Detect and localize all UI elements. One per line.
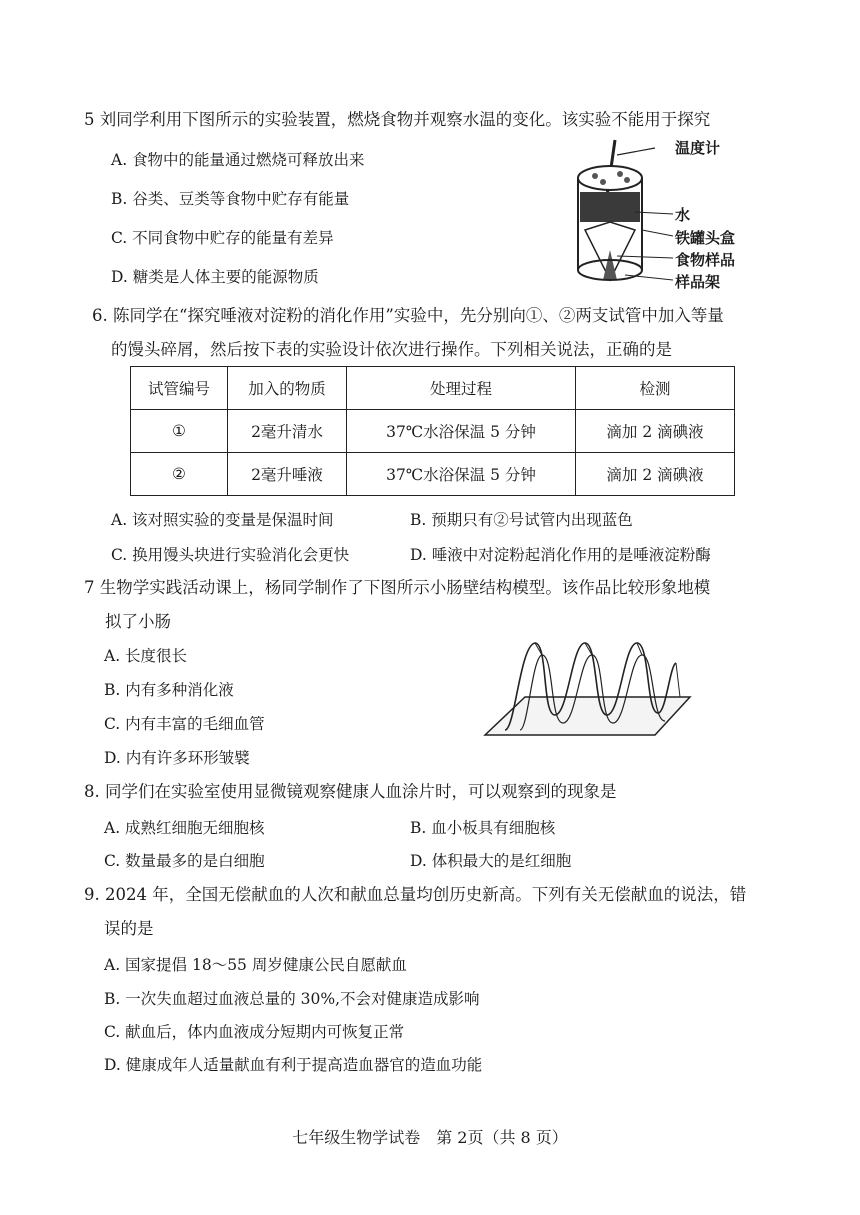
q7-option-d: D. 内有许多环形皱襞 — [104, 749, 250, 767]
q9-stem-line2: 误的是 — [104, 919, 154, 938]
q7-option-c: C. 内有丰富的毛细血管 — [104, 715, 265, 733]
q6-option-b: B. 预期只有②号试管内出现蓝色 — [410, 511, 633, 529]
table-header: 试管编号 — [131, 367, 228, 410]
table-cell: 2毫升唾液 — [228, 453, 347, 496]
food-sample-label: 食物样品 — [675, 251, 736, 269]
table-row — [131, 410, 735, 453]
table-cell: ① — [131, 410, 228, 453]
q5-option-c: C. 不同食物中贮存的能量有差异 — [111, 229, 334, 247]
q7-stem-line2: 拟了小肠 — [105, 612, 171, 631]
thermometer-label: 温度计 — [675, 139, 721, 157]
table-cell: 滴加 2 滴碘液 — [576, 453, 735, 496]
q6-stem-line2: 的馒头碎屑，然后按下表的实验设计依次进行操作。下列相关说法，正确的是 — [111, 340, 672, 359]
table-header: 检测 — [576, 367, 735, 410]
q9-option-d: D. 健康成年人适量献血有利于提高造血器官的造血功能 — [104, 1056, 483, 1074]
table-header: 加入的物质 — [228, 367, 347, 410]
q9-option-b: B. 一次失血超过血液总量的 30%,不会对健康造成影响 — [104, 990, 480, 1008]
q8-option-a: A. 成熟红细胞无细胞核 — [104, 819, 265, 837]
water-label: 水 — [675, 206, 691, 224]
q7-option-b: B. 内有多种消化液 — [104, 681, 234, 699]
q6-option-c: C. 换用馒头块进行实验消化会更快 — [111, 546, 350, 564]
table-cell: ② — [131, 453, 228, 496]
intestine-wall-model-figure — [480, 635, 695, 745]
q6-option-d: D. 唾液中对淀粉起消化作用的是唾液淀粉酶 — [410, 546, 711, 564]
q5-option-b: B. 谷类、豆类等食物中贮存有能量 — [111, 190, 350, 208]
table-cell: 滴加 2 滴碘液 — [576, 410, 735, 453]
table-header-row — [131, 367, 735, 410]
q9-stem-line1: 9. 2024 年，全国无偿献血的人次和献血总量均创历史新高。下列有关无偿献血的说法，错 — [84, 885, 747, 904]
table-cell: 37℃水浴保温 5 分钟 — [347, 410, 576, 453]
q9-option-a: A. 国家提倡 18～55 周岁健康公民自愿献血 — [104, 956, 407, 974]
sample-stand-label: 样品架 — [675, 273, 721, 291]
q8-option-b: B. 血小板具有细胞核 — [410, 819, 556, 837]
table-row — [131, 453, 735, 496]
q6-stem-line1: 6. 陈同学在“探究唾液对淀粉的消化作用”实验中，先分别向①、②两支试管中加入等量 — [92, 306, 724, 325]
table-cell: 2毫升清水 — [228, 410, 347, 453]
q8-option-c: C. 数量最多的是白细胞 — [104, 852, 265, 870]
table-cell: 37℃水浴保温 5 分钟 — [347, 453, 576, 496]
experiment-table — [130, 366, 735, 496]
q5-stem: 5 刘同学利用下图所示的实验装置，燃烧食物并观察水温的变化。该实验不能用于探究 — [84, 110, 711, 129]
page-footer: 七年级生物学试卷 第 2页（共 8 页） — [292, 1128, 568, 1147]
q9-option-c: C. 献血后，体内血液成分短期内可恢复正常 — [104, 1023, 405, 1041]
q8-stem: 8. 同学们在实验室使用显微镜观察健康人血涂片时，可以观察到的现象是 — [84, 782, 617, 801]
calorimeter-figure — [565, 130, 675, 290]
can-label: 铁罐头盒 — [675, 229, 736, 247]
q5-option-a: A. 食物中的能量通过燃烧可释放出来 — [111, 151, 365, 169]
q7-stem-line1: 7 生物学实践活动课上，杨同学制作了下图所示小肠壁结构模型。该作品比较形象地模 — [84, 578, 711, 597]
q7-option-a: A. 长度很长 — [104, 647, 188, 665]
table-header: 处理过程 — [347, 367, 576, 410]
q5-option-d: D. 糖类是人体主要的能源物质 — [111, 268, 319, 286]
q8-option-d: D. 体积最大的是红细胞 — [410, 852, 572, 870]
q6-option-a: A. 该对照实验的变量是保温时间 — [111, 511, 334, 529]
